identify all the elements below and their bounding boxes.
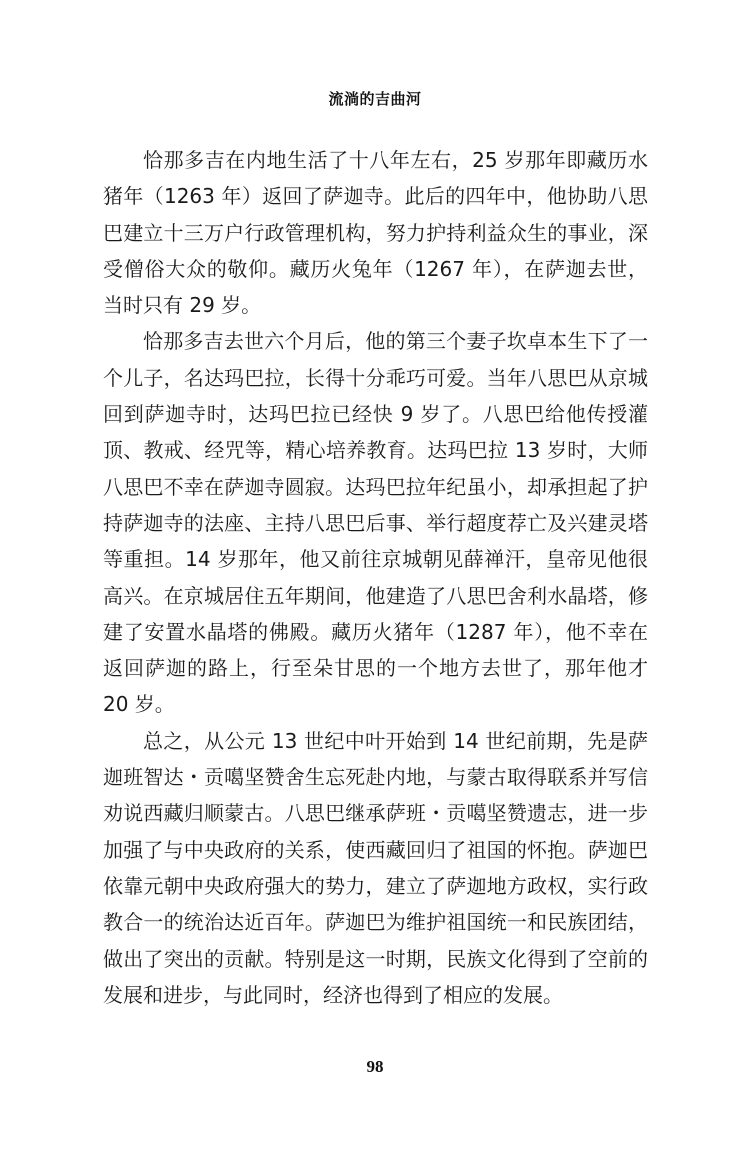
paragraph-1: 恰那多吉在内地生活了十八年左右，25 岁那年即藏历水猪年（1263 年）返回了萨迦寺。此后的四年中，他协助八思巴建立十三万户行政管理机构，努力护持利益众生的事业，深受僧俗大众的敬仰。藏历火兔年（1267 年），在萨迦去世，当时只有 29 岁。 [103, 148, 648, 318]
paragraph-2: 恰那多吉去世六个月后，他的第三个妻子坎卓本生下了一个儿子，名达玛巴拉，长得十分乖巧可爱。当年八思巴从京城回到萨迦寺时，达玛巴拉已经快 9 岁了。八思巴给他传授灌顶、教戒、经咒等，精心培养教育。达玛巴拉 13 岁时，大师八思巴不幸在萨迦寺圆寂。达玛巴拉年纪虽小，却承担起了护持萨迦寺的法座、主持八思巴后事、举行超度荐亡及兴建灵塔等重担。14 岁那年，他又前往京城朝见薛禅汗，皇帝见他很高兴。在京城居住五年期间，他建造了八思巴舍利水晶塔，修建了安置水晶塔的佛殿。藏历火猪年（1287 年），他不幸在返回萨迦的路上，行至朵甘思的一个地方去世了，那年他才 20 岁。 [103, 329, 648, 717]
page-number: 98 [366, 1057, 384, 1076]
paragraph-3: 总之，从公元 13 世纪中叶开始到 14 世纪前期，先是萨迦班智达・贡噶坚赞舍生忘死赴内地，与蒙古取得联系并写信劝说西藏归顺蒙古。八思巴继承萨班・贡噶坚赞遗志，进一步加强了与中央政府的关系，使西藏回归了祖国的怀抱。萨迦巴依靠元朝中央政府强大的势力，建立了萨迦地方政权，实行政教合一的统治达近百年。萨迦巴为维护祖国统一和民族团结，做出了突出的贡献。特别是这一时期，民族文化得到了空前的发展和进步，与此同时，经济也得到了相应的发展。 [103, 728, 648, 1007]
running-header-title: 流淌的吉曲河 [328, 90, 422, 108]
body-text [103, 142, 648, 1013]
